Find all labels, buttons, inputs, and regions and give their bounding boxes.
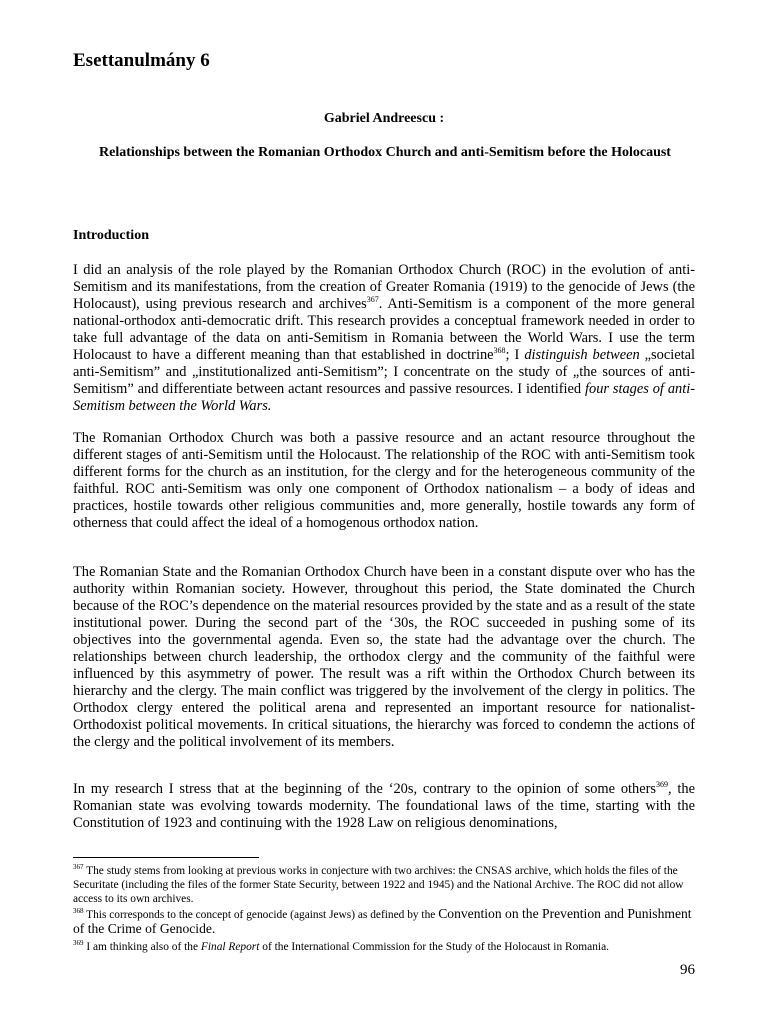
paragraph-4: [73, 781, 695, 832]
footnote-368: [73, 907, 695, 937]
paragraph-2: The Romanian Orthodox Church was both a passive resource and an actant resource throughout the different stages of anti-Semitism until the Holocaust. The relationship of the ROC with anti-Semitism took different forms for the church as an institution, for the clergy and for the heterogeneous community of the faithful. ROC anti-Semitism was only one component of Orthodox nationalism – a body of ideas and practices, hostile towards other religious communities and, more generally, hostile towards any form of otherness that could affect the ideal of a homogenous orthodox nation.: [73, 430, 695, 531]
paragraph-1-text-a: I did an analysis of the role played by the Romanian Orthodox Church (ROC) in the evolution of anti-Semitism and its manifestations, from the creation of Greater Romania (1919) to the genocide of Jews (the Holocaust), using previous research and archives: [73, 262, 695, 312]
paragraph-1-text-b: . Anti-Semitism is a component of the more general national-orthodox anti-democratic drift. This research provides a conceptual framework needed in order to take full advantage of the data on anti-Semitism in Romania between the World Wars. I use the term Holocaust to have a different meaning than that established in doctrine: [73, 296, 695, 363]
paragraph-1-emphasis-distinguish: distinguish between: [524, 347, 640, 363]
paragraph-3: The Romanian State and the Romanian Orthodox Church have been in a constant dispute over who has the authority within Romanian society. However, throughout this period, the State dominated the Church because of the ROC’s dependence on the material resources provided by the state and as a result of the state institutional power. During the second part of the ‘30s, the ROC succeeded in pushing some of its objectives into the governmental agenda. Even so, the state had the advantage over the church. The relationships between church leadership, the orthodox clergy and the community of the faithful were influenced by this asymmetry of power. The result was a rift within the Orthodox Church between its hierarchy and the clergy. The main conflict was triggered by the involvement of the clergy in politics. The Orthodox clergy entered the political arena and represented an important resource for nationalist-Orthodoxist political movements. In critical situations, the hierarchy was forced to condemn the actions of the clergy and the political involvement of its members.: [73, 564, 695, 750]
footnote-367-text: The study stems from looking at previous works in conjecture with two archives: the CNSAS archive, which holds the files of the Securitate (including the files of the former State Security, between 1922 and 1945) and the National Archive. The ROC did not allow access to its own archives.: [73, 865, 684, 905]
paragraph-1: [73, 262, 695, 415]
footnote-368-mark: 368: [73, 907, 84, 916]
author-name: Gabriel Andreescu :: [323, 111, 445, 126]
footnote-369-text-b: of the International Commission for the Study of the Holocaust in Romania.: [259, 941, 609, 953]
section-heading-introduction: Introduction: [73, 228, 149, 243]
paragraph-1-text-d: „societal anti-Semitism” and „institutionalized anti-Semitism”; I concentrate on the study of „the sources of anti-Semitism” and differentiate between actant resources and passive resources. I identified: [73, 347, 696, 397]
footnote-367-mark: 367: [73, 863, 84, 872]
footnote-ref-367[interactable]: 367: [366, 295, 379, 305]
footnote-separator: [73, 857, 259, 858]
paragraph-4-text-a: In my research I stress that at the beginning of the ‘20s, contrary to the opinion of some others: [73, 781, 656, 797]
footnote-369-text-a: I am thinking also of the: [83, 941, 201, 953]
article-title: Relationships between the Romanian Orthodox Church and anti-Semitism before the Holocaust: [99, 145, 671, 160]
footnote-367: [73, 864, 695, 906]
paragraph-1-text-c: ; I: [505, 347, 525, 363]
footnote-369-mark: 369: [73, 939, 84, 948]
footnote-369-emphasis: Final Report: [200, 941, 260, 953]
chapter-heading: Esettanulmány 6: [73, 50, 210, 71]
footnote-ref-369[interactable]: 369: [656, 780, 668, 790]
paragraph-4-text-b: , the Romanian state was evolving towards modernity. The foundational laws of the time, starting with the Constitution of 1923 and continuing with the 1928 Law on religious denominations,: [73, 781, 695, 831]
paragraph-1-emphasis-four-stages: four stages of anti-Semitism between the World Wars.: [73, 381, 695, 414]
footnote-368-text: This corresponds to the concept of genocide (against Jews) as defined by the: [83, 909, 439, 921]
footnote-369: [73, 940, 695, 954]
footnote-ref-368[interactable]: 368: [493, 346, 506, 356]
footnote-368-convention: Convention on the Prevention and Punishment of the Crime of Genocide.: [73, 906, 692, 936]
page-number: 96: [680, 962, 695, 978]
